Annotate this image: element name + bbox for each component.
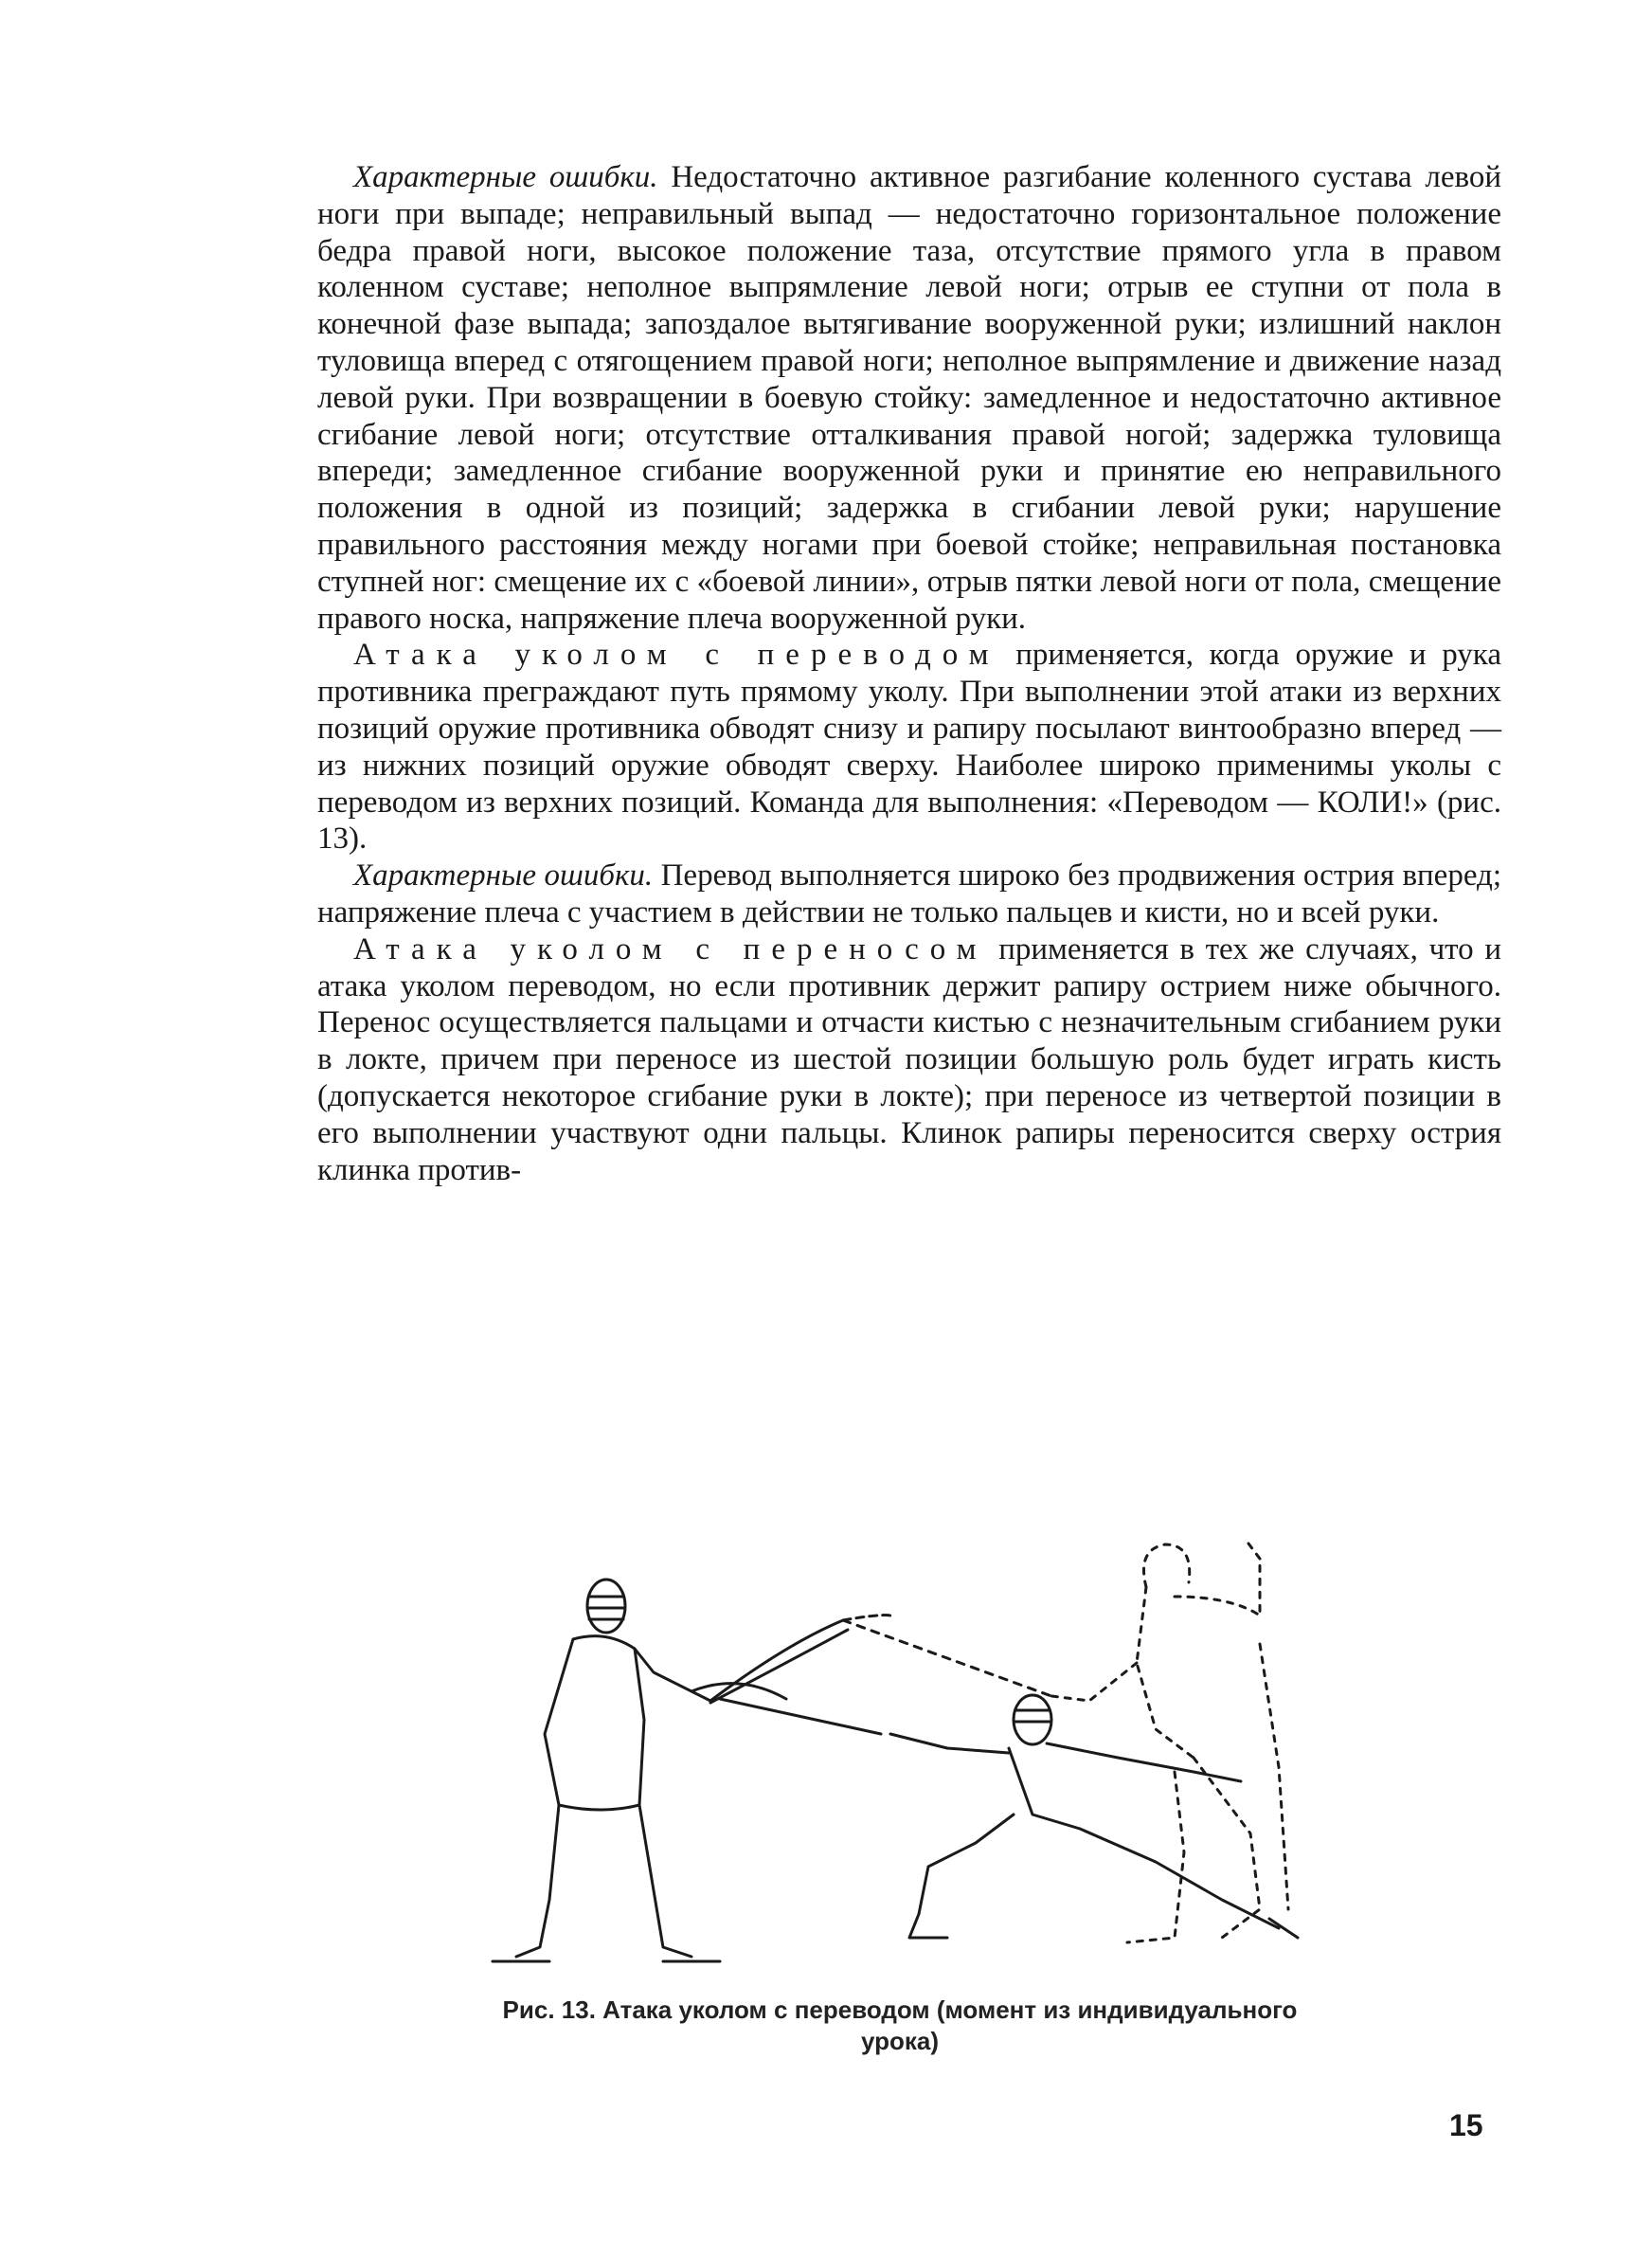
fencers-drawing bbox=[474, 1530, 1326, 1985]
blades bbox=[720, 1616, 1051, 1734]
paragraph-text: Перевод выполняется широко без продвижения острия вперед; напряжение плеча с участием в действии не только пальцев и кисти, но и всей руки. bbox=[317, 858, 1502, 930]
paragraph-errors-lunge bbox=[317, 159, 1501, 637]
paragraph-attack-transfer bbox=[317, 637, 1501, 858]
page-number: 15 bbox=[1449, 2108, 1483, 2142]
paragraph-lead: Атака уколом с переводом bbox=[353, 638, 1000, 673]
body-text bbox=[317, 159, 1501, 1188]
paragraph-attack-carry bbox=[317, 931, 1501, 1189]
paragraph-lead: Атака уколом с переносом bbox=[353, 931, 988, 966]
paragraph-lead: Характерные ошибки. bbox=[353, 160, 658, 194]
figure-caption: Рис. 13. Атака уколом с переводом (момент из индивидуального урока) bbox=[502, 1995, 1298, 2055]
fencing-illustration bbox=[474, 1530, 1326, 1985]
return-position-outline bbox=[1051, 1540, 1288, 1942]
paragraph-text: Недостаточно активное разгибание коленного сустава левой ноги при выпаде; неправильный выпад — недостаточно горизонтальное положение бедра правой ноги, высокое положение таза, отсутствие прямого угла в правом коленном суставе; неполное выпрямление левой ноги; отрыв ее ступни от пола в конечной фазе выпада; запоздалое вытягивание вооруженной руки; излишний наклон туловища вперед с отягощением правой ноги; неполное выпрямление и движение назад левой руки. При возвращении в боевую стойку: замедленное и недостаточно активное сгибание левой ноги; отсутствие отталкивания правой ногой; задержка туловища впереди; замедленное сгибание вооруженной руки и принятие ею неправильного положения в одной из позиций; задержка в сгибании левой руки; нарушение правильного расстояния между ногами при боевой стойке; неправильная постановка ступней ног: смещение их с «боевой линии», отрыв пятки левой ноги от пола, смещение правого носка, напряжение плеча вооруженной руки. bbox=[317, 160, 1501, 636]
paragraph-lead: Характерные ошибки. bbox=[353, 858, 654, 894]
coach-figure bbox=[493, 1580, 848, 1961]
paragraph-text: применяется, когда оружие и рука противника преграждают путь прямому уколу. При выполнении этой атаки из верхних позиций оружие противника обводят снизу и рапиру посылают винтообразно вперед — из нижних позиций оружие обводят сверху. Наиболее широко применимы уколы с переводом из верхних позиций. Команда для выполнения: «Переводом — КОЛИ!» (рис. 13). bbox=[317, 638, 1501, 857]
paragraph-text: применяется в тех же случаях, что и атака уколом переводом, но если противник держит рапиру острием ниже обычного. Перенос осуществляется пальцами и отчасти кистью с незначительным сгибанием руки в локте, причем при переносе из шестой позиции большую роль будет играть кисть (допускается некоторое сгибание руки в локте); при переносе из четвертой позиции в его выполнении участвуют одни пальцы. Клинок рапиры переносится сверху острия клинка против- bbox=[317, 931, 1502, 1187]
paragraph-errors-transfer bbox=[317, 858, 1501, 931]
